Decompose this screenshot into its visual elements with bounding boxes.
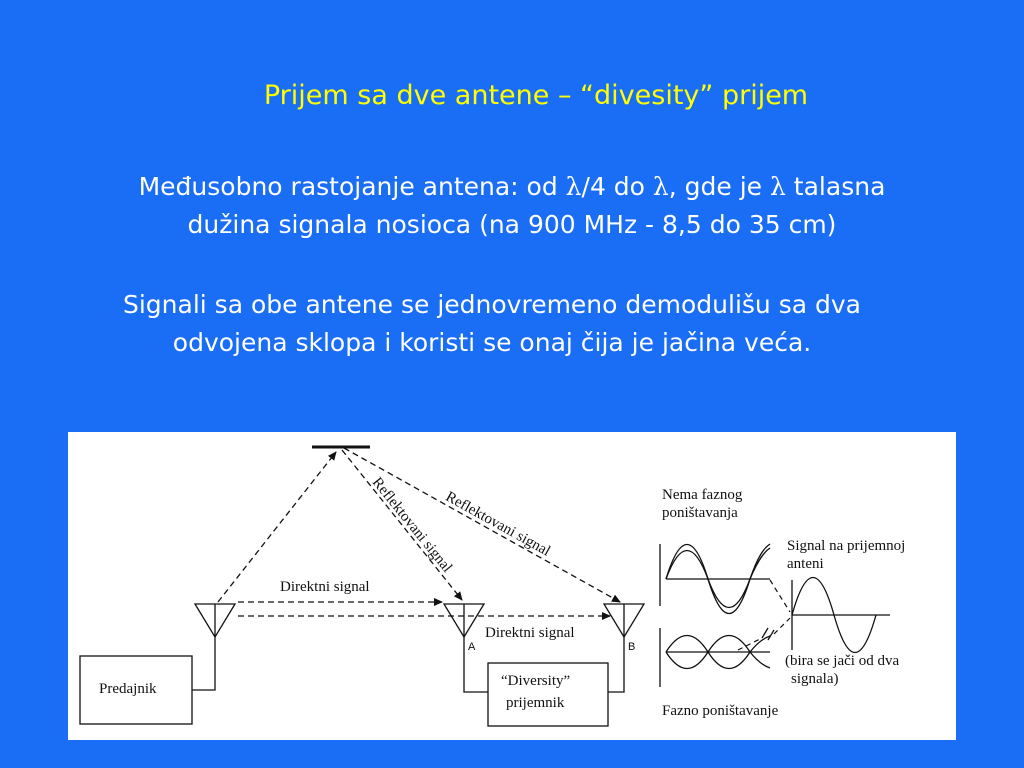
direct-signal-label-2: Direktni signal	[485, 625, 575, 641]
no-phase-cancel-line-1: Nema faznog	[662, 487, 743, 503]
antenna-spacing-line-2: dužina signala nosioca (na 900 MHz - 8,5 do 35 cm)	[187, 210, 837, 239]
lambda-symbol: λ	[770, 172, 786, 201]
antenna-b-label: B	[628, 641, 636, 653]
lambda-symbol: λ	[652, 172, 669, 201]
selector-line-bottom	[774, 618, 790, 634]
choose-stronger-line-2: signala)	[791, 671, 839, 687]
reflected-signal-label-a: Reflektovani signal	[368, 474, 455, 576]
received-signal-line-1: Signal na prijemnoj	[787, 538, 906, 554]
choose-stronger-line-1: (bira se jači od dva	[785, 653, 900, 669]
antenna-spacing-line-1: Međusobno rastojanje antena: od λ/4 do λ, gde je λ talasna	[138, 172, 886, 201]
antenna-b-feed-line	[608, 637, 624, 692]
transmitter-label: Predajnik	[99, 681, 157, 697]
diversity-diagram	[68, 432, 956, 740]
demodulation-line-1: Signali sa obe antene se jednovremeno demodulišu sa dva	[122, 290, 861, 319]
transmitter-feed-line	[192, 637, 215, 690]
no-phase-cancel-line-2: poništavanja	[662, 505, 738, 521]
reflected-signal-label-b: Reflektovani signal	[442, 488, 553, 560]
antenna-a-label: A	[468, 641, 476, 653]
direct-signal-label-1: Direktni signal	[280, 579, 370, 595]
antenna-spacing-paragraph	[30, 168, 994, 244]
slide-title: Prijem sa dve antene – “divesity” prijem	[263, 80, 809, 111]
demodulation-line-2: odvojena sklopa i koristi se onaj čija je jačina veća.	[172, 328, 812, 357]
phase-cancel-label: Fazno poništavanje	[662, 703, 779, 719]
in-phase-wave-2	[666, 548, 770, 608]
receiver-label-line-2: prijemnik	[506, 695, 565, 711]
receiver-label-line-1: “Diversity”	[501, 673, 571, 689]
lambda-symbol: λ	[565, 172, 582, 201]
demodulation-paragraph	[10, 286, 974, 362]
received-signal-line-2: anteni	[787, 556, 824, 572]
selector-line-top	[770, 580, 790, 612]
